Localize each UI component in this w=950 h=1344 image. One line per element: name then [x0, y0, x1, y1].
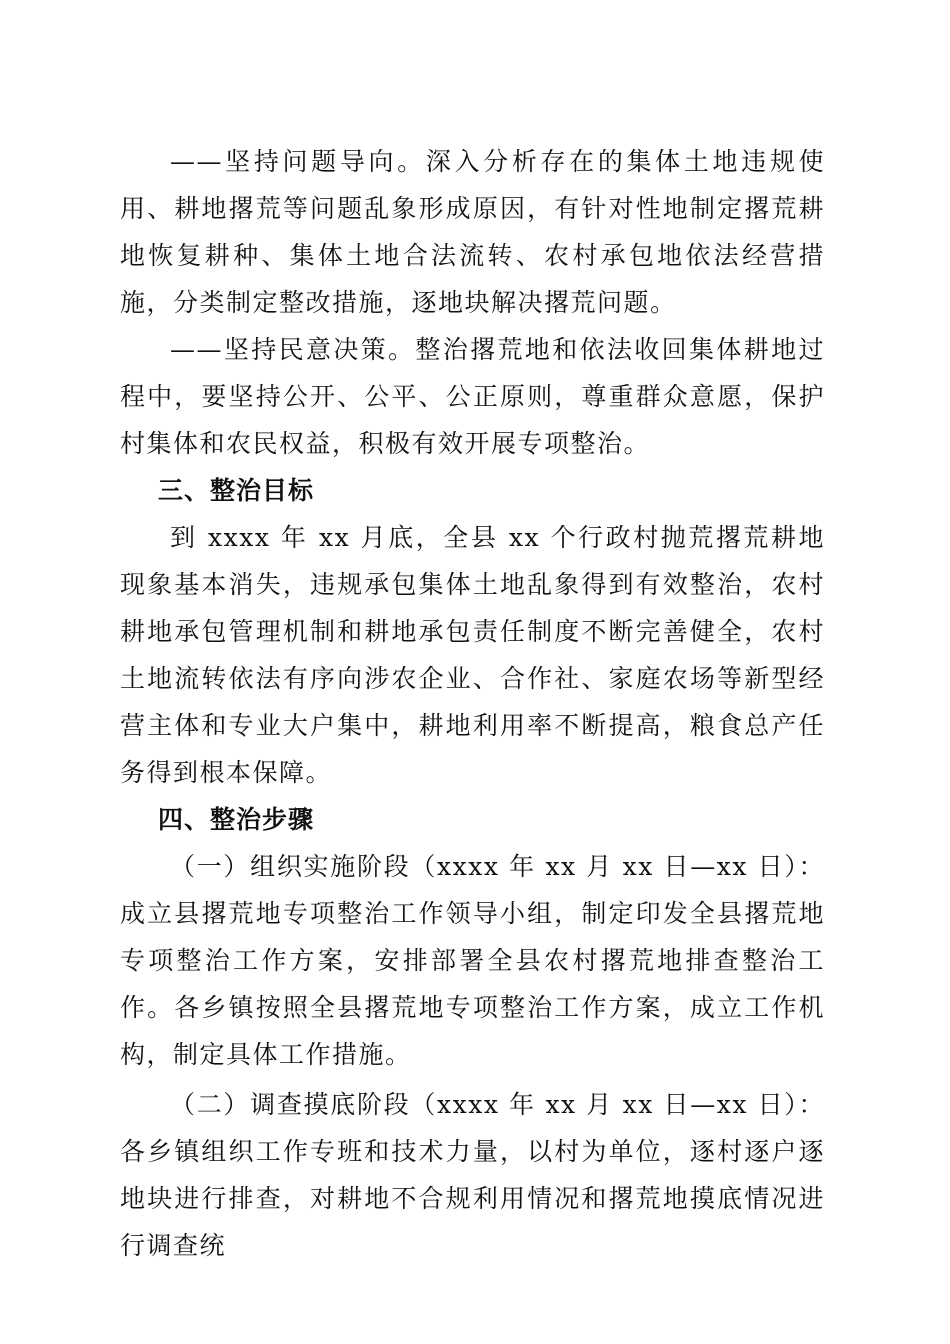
- section-heading-goals: 三、整治目标: [158, 476, 315, 505]
- document-page: [120, 138, 825, 1269]
- paragraph-problem-oriented: ——坚持问题导向。深入分析存在的集体土地违规使用、耕地撂荒等问题乱象形成原因，有针对性地制定撂荒耕地恢复耕种、集体土地合法流转、农村承包地依法经营措施，分类制定整改措施，逐地块解决撂荒问题。: [120, 147, 825, 317]
- paragraph-public-opinion: ——坚持民意决策。整治撂荒地和依法收回集体耕地过程中，要坚持公开、公平、公正原则，尊重群众意愿，保护村集体和农民权益，积极有效开展专项整治。: [120, 335, 825, 458]
- paragraph-goals: 到 xxxx 年 xx 月底，全县 xx 个行政村抛荒撂荒耕地现象基本消失，违规承包集体土地乱象得到有效整治，农村耕地承包管理机制和耕地承包责任制度不断完善健全，农村土地流转依法有序向涉农企业、合作社、家庭农场等新型经营主体和专业大户集中，耕地利用率不断提高，粮食总产任务得到根本保障。: [120, 523, 825, 787]
- paragraph-step-2: （二）调查摸底阶段（xxxx 年 xx 月 xx 日—xx 日）：各乡镇组织工作专班和技术力量，以村为单位，逐村逐户逐地块进行排查，对耕地不合规利用情况和撂荒地摸底情况进行调查统: [120, 1090, 825, 1260]
- paragraph-step-1: （一）组织实施阶段（xxxx 年 xx 月 xx 日—xx 日）：成立县撂荒地专项整治工作领导小组，制定印发全县撂荒地专项整治工作方案，安排部署全县农村撂荒地排查整治工作。各乡镇按照全县撂荒地专项整治工作方案，成立工作机构，制定具体工作措施。: [120, 852, 825, 1069]
- section-heading-steps: 四、整治步骤: [158, 805, 315, 834]
